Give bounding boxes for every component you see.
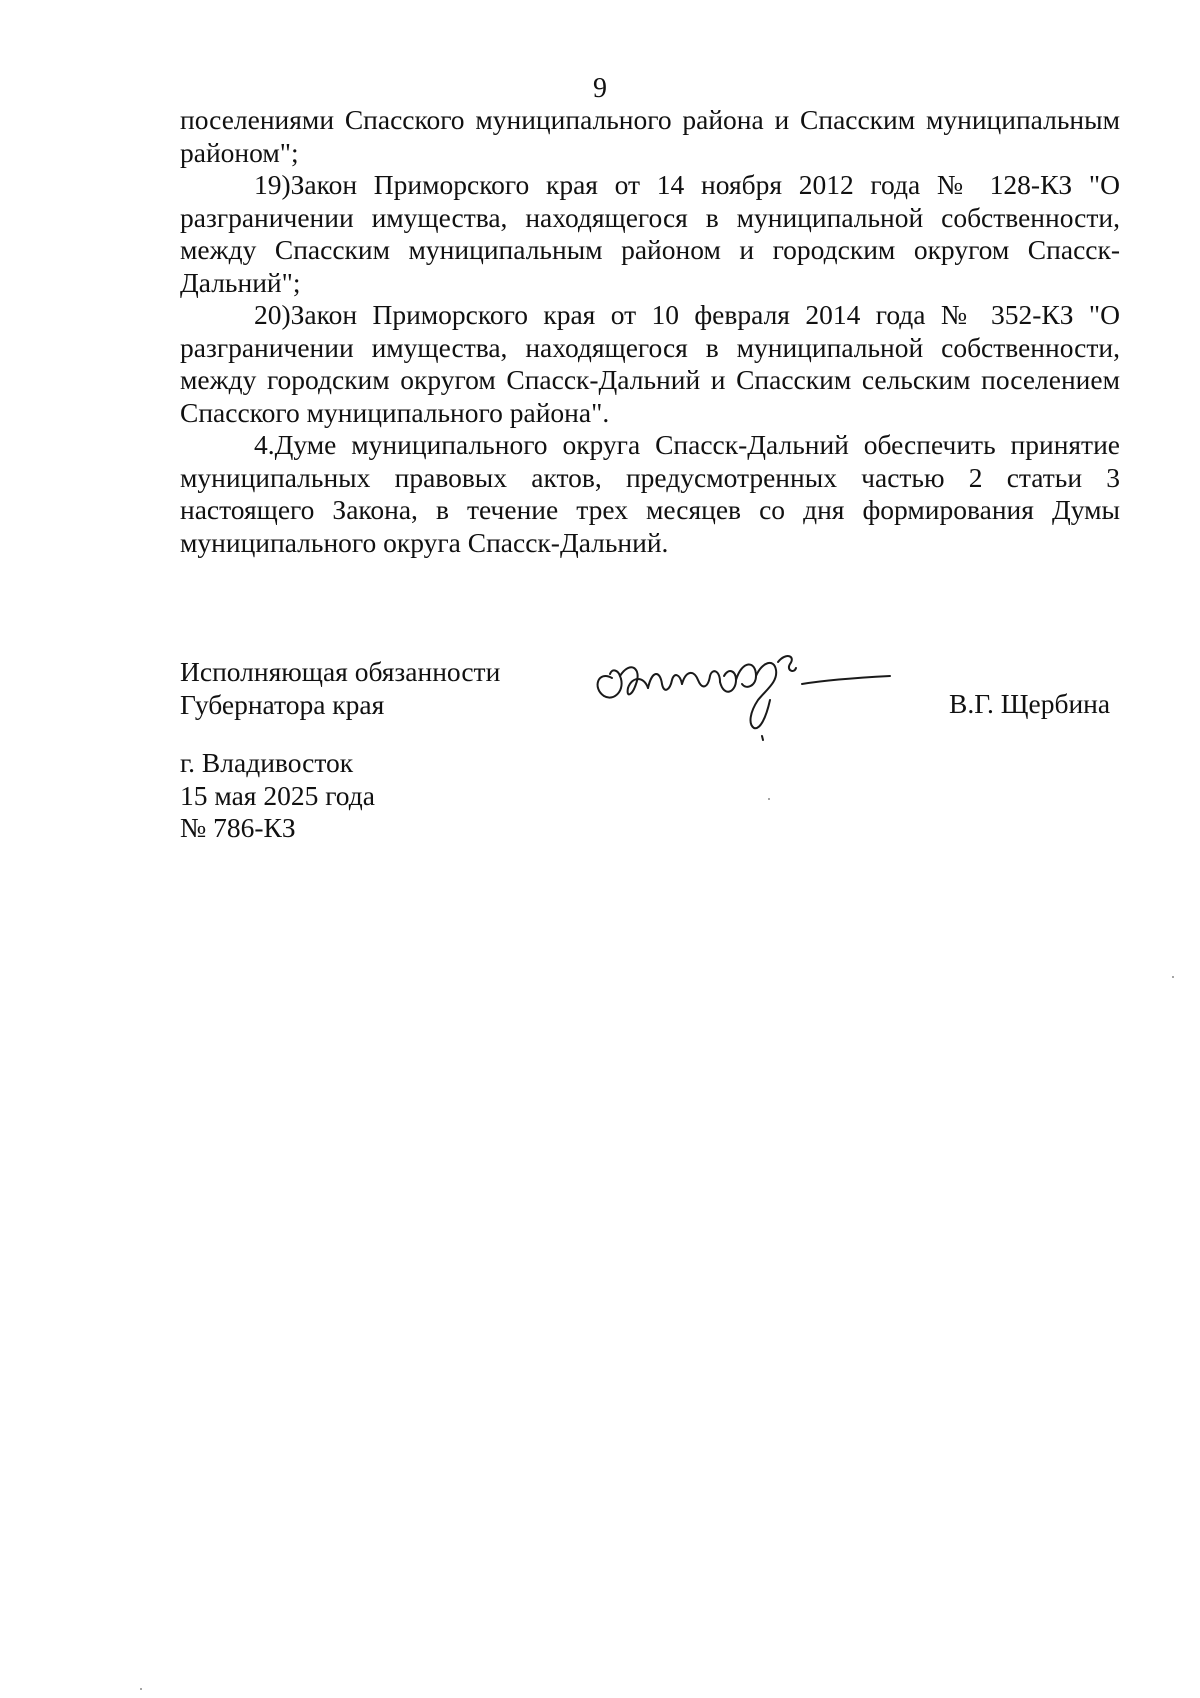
city: г. Владивосток	[180, 747, 354, 778]
paragraph-continuation: поселениями Спасского муниципального района и Спасским муниципальным районом";	[180, 104, 1120, 168]
scan-speck	[140, 1688, 142, 1690]
handwritten-signature	[590, 640, 910, 750]
law-number: № 786-КЗ	[180, 812, 296, 843]
paragraph-article-4: 4.Думе муниципального округа Спасск-Дальний обеспечить принятие муниципальных правовых актов, предусмотренных частью 2 статьи 3 настоящего Закона, в течение трех месяцев со дня формирования Думы муниципального округа Спасск-Дальний.	[180, 429, 1120, 558]
signer-position-line2: Губернатора края	[180, 688, 385, 720]
signing-date: 15 мая 2025 года	[180, 779, 375, 811]
place-date-block	[180, 747, 375, 845]
document-body	[180, 104, 1120, 559]
scan-speck	[1172, 976, 1174, 978]
signer-name: В.Г. Щербина	[949, 688, 1111, 719]
paragraph-item-20: 20)Закон Приморского края от 10 февраля 2014 года № 352-КЗ "О разграничении имущества, находящегося в муниципальной собственности, между городским округом Спасск-Дальний и Спасским сельским поселением Спасского муниципального района".	[180, 299, 1120, 428]
scan-speck	[768, 798, 770, 800]
signer-position-line1: Исполняющая обязанности	[180, 656, 501, 687]
paragraph-item-19: 19)Закон Приморского края от 14 ноября 2012 года № 128-КЗ "О разграничении имущества, находящегося в муниципальной собственности, между Спасским муниципальным районом и городским округом Спасск-Дальний";	[180, 169, 1120, 298]
signer-position	[180, 656, 500, 721]
page-number: 9	[593, 73, 607, 104]
